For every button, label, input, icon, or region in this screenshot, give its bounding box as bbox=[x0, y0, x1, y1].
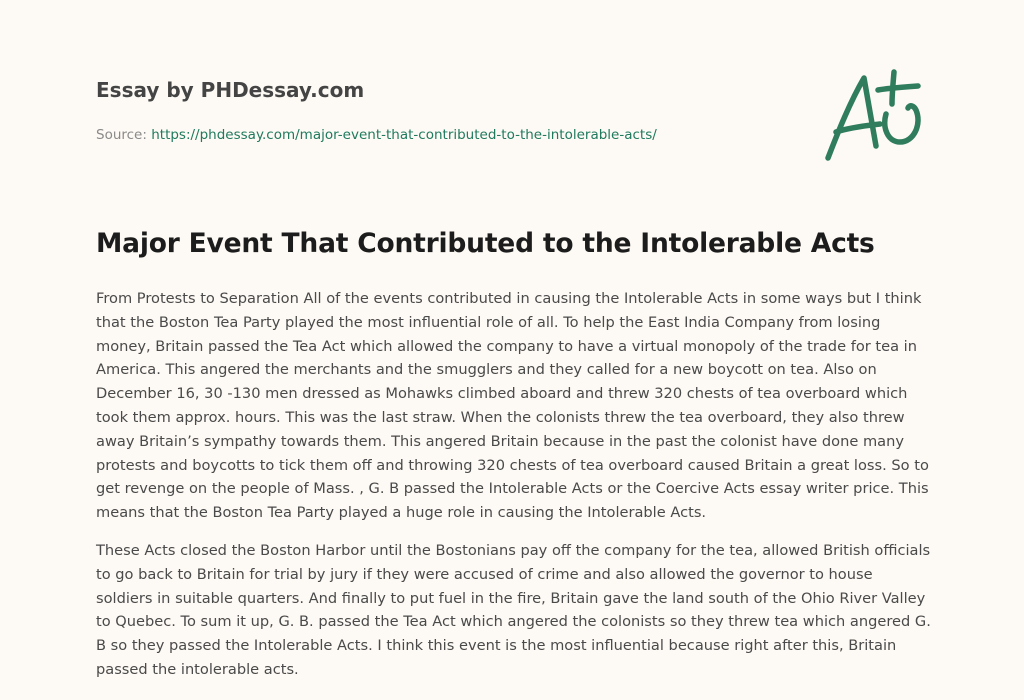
source-label: Source: bbox=[96, 127, 152, 143]
essay-paragraph: These Acts closed the Boston Harbor until the Bostonians pay off the company for the tea, allowed British officials to go back to Britain for trial by jury if they were accused of crime and also allowed the governor to house soldiers in suitable quarters. And finally to put fuel in the fire, Britain gave the land south of the Ohio River Valley to Quebec. To sum it up, G. B. passed the Tea Act which angered the colonists so they threw tea which angered G. B so they passed the Intolerable Acts. I think this event is the most influential because right after this, Britain passed the intolerable acts. bbox=[96, 541, 931, 678]
site-brand: Essay by PHDessay.com bbox=[96, 78, 365, 102]
a-plus-logo-graphic bbox=[822, 66, 932, 166]
essay-title: Major Event That Contributed to the Intolerable Acts bbox=[96, 228, 875, 259]
a-plus-logo-icon bbox=[822, 66, 932, 166]
essay-header bbox=[96, 76, 816, 144]
source-link[interactable]: https://phdessay.com/major-event-that-contributed-to-the-intolerable-acts/ bbox=[151, 127, 657, 143]
source-line bbox=[96, 126, 816, 144]
essay-body bbox=[96, 287, 932, 696]
essay-paragraph: From Protests to Separation All of the events contributed in causing the Intolerable Acts in some ways but I think that the Boston Tea Party played the most influential role of all. To help the East India Company from losing money, Britain passed the Tea Act which allowed the company to have a virtual monopoly of the trade for tea in America. This angered the merchants and the smugglers and they called for a new boycott on tea. Also on December 16, 30 -130 men dressed as Mohawks climbed aboard and threw 320 chests of tea overboard which took them approx. hours. This was the last straw. When the colonists threw the tea overboard, they also threw away Britain’s sympathy towards them. This angered Britain because in the past the colonist have done many protests and boycotts to tick them off and throwing 320 chests of tea overboard caused Britain a great loss. So to get revenge on the people of Mass. , G. B passed the Intolerable Acts or the Coercive Acts essay writer price. This means that the Boston Tea Party played a huge role in causing the Intolerable Acts. bbox=[96, 290, 929, 522]
